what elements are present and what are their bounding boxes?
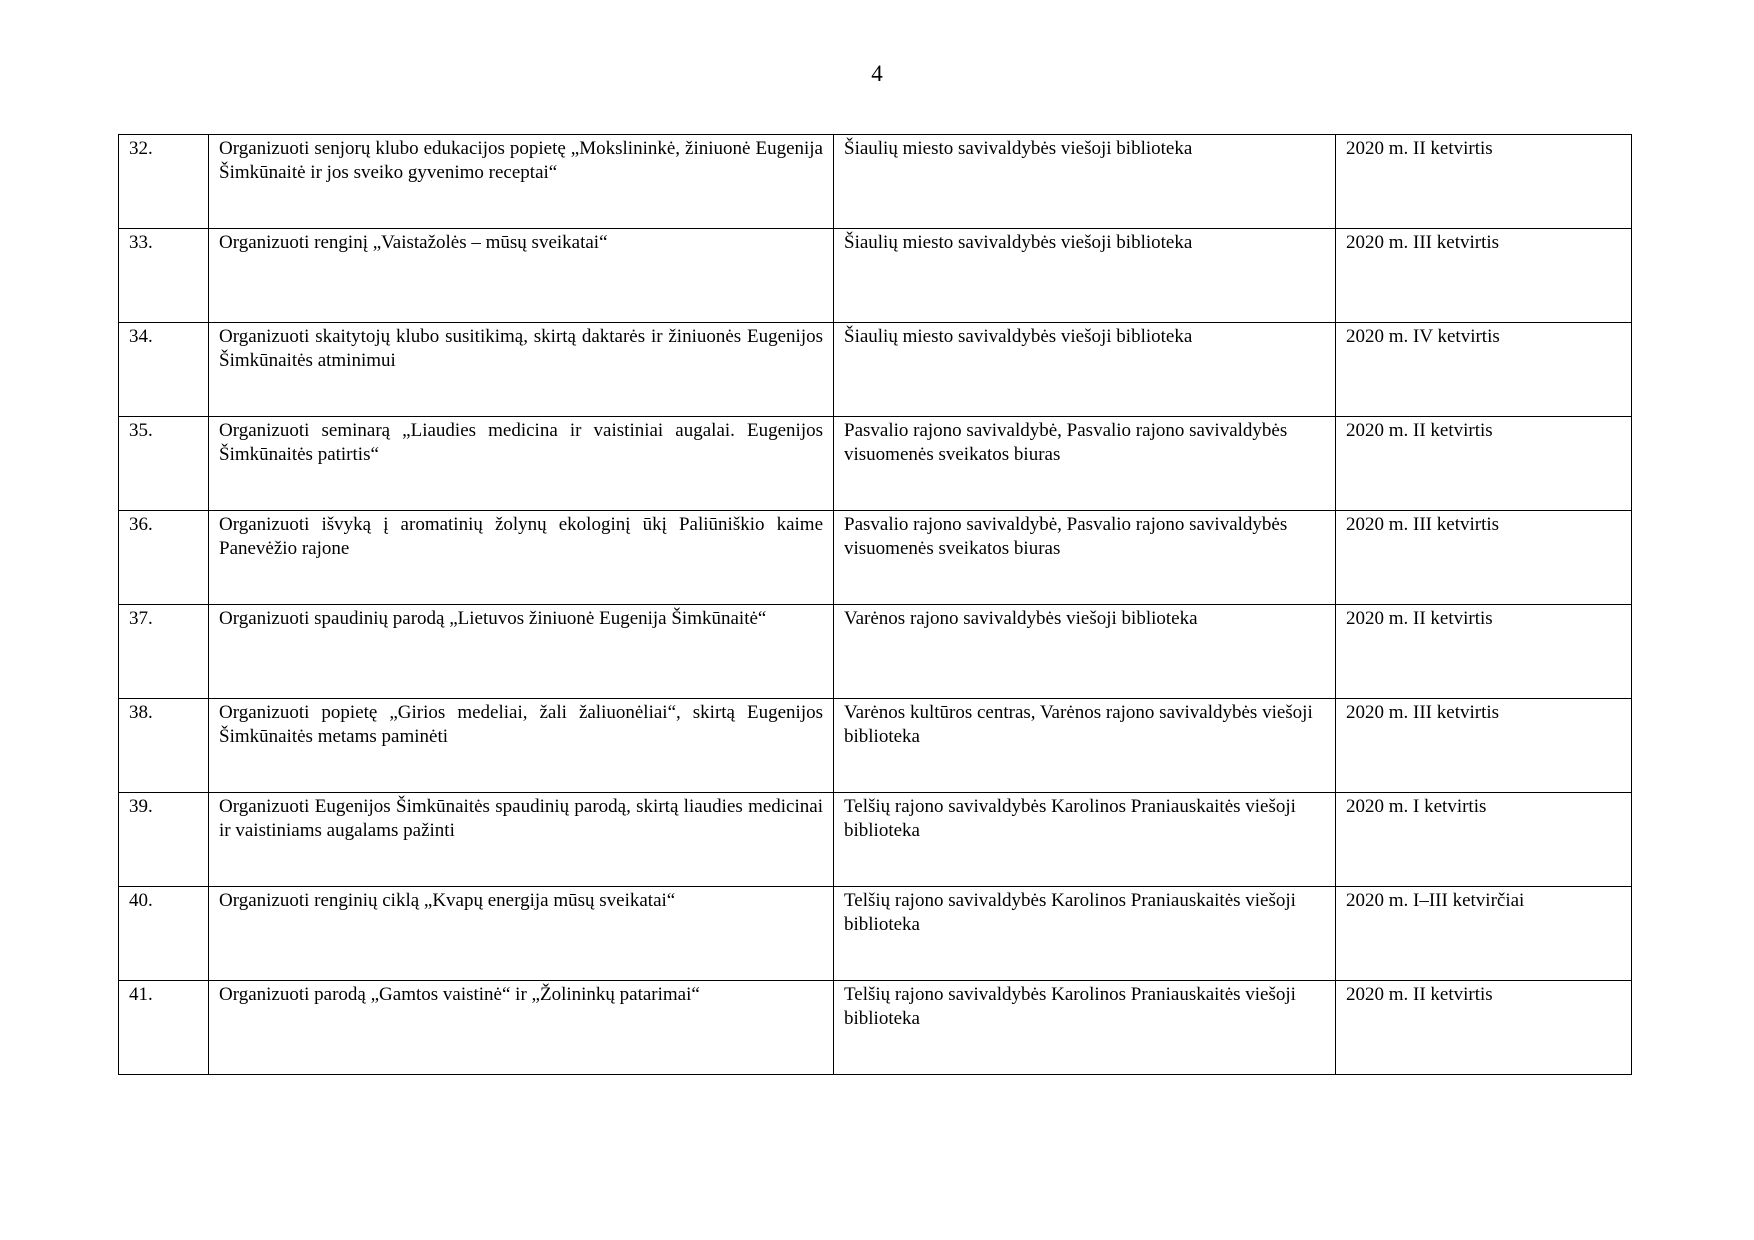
row-number-cell: 32.: [119, 135, 209, 229]
action-cell: Organizuoti skaitytojų klubo susitikimą, skirtą daktarės ir žiniuonės Eugenijos Šimkūnaitės atminimui: [209, 323, 834, 417]
row-number-cell: 35.: [119, 417, 209, 511]
action-cell: Organizuoti parodą „Gamtos vaistinė“ ir „Žolininkų patarimai“: [209, 981, 834, 1075]
organizer-cell: Šiaulių miesto savivaldybės viešoji biblioteka: [834, 135, 1336, 229]
action-cell: Organizuoti popietę „Girios medeliai, žali žaliuonėliai“, skirtą Eugenijos Šimkūnaitės metams paminėti: [209, 699, 834, 793]
measures-table: [118, 134, 1632, 1075]
organizer-cell: Varėnos kultūros centras, Varėnos rajono savivaldybės viešoji biblioteka: [834, 699, 1336, 793]
term-cell: 2020 m. II ketvirtis: [1336, 135, 1632, 229]
table-row: [119, 323, 1632, 417]
organizer-cell: Telšių rajono savivaldybės Karolinos Praniauskaitės viešoji biblioteka: [834, 793, 1336, 887]
row-number-cell: 34.: [119, 323, 209, 417]
organizer-cell: Pasvalio rajono savivaldybė, Pasvalio rajono savivaldybės visuomenės sveikatos biuras: [834, 417, 1336, 511]
term-cell: 2020 m. I ketvirtis: [1336, 793, 1632, 887]
organizer-cell: Pasvalio rajono savivaldybė, Pasvalio rajono savivaldybės visuomenės sveikatos biuras: [834, 511, 1336, 605]
term-cell: 2020 m. II ketvirtis: [1336, 417, 1632, 511]
action-cell: Organizuoti spaudinių parodą „Lietuvos žiniuonė Eugenija Šimkūnaitė“: [209, 605, 834, 699]
organizer-cell: Šiaulių miesto savivaldybės viešoji biblioteka: [834, 229, 1336, 323]
term-cell: 2020 m. III ketvirtis: [1336, 511, 1632, 605]
term-cell: 2020 m. II ketvirtis: [1336, 981, 1632, 1075]
table-row: [119, 793, 1632, 887]
action-cell: Organizuoti seminarą „Liaudies medicina ir vaistiniai augalai. Eugenijos Šimkūnaitės patirtis“: [209, 417, 834, 511]
table-row: [119, 135, 1632, 229]
term-cell: 2020 m. II ketvirtis: [1336, 605, 1632, 699]
table-row: [119, 229, 1632, 323]
page-number: 4: [871, 61, 883, 86]
term-cell: 2020 m. I–III ketvirčiai: [1336, 887, 1632, 981]
row-number-cell: 39.: [119, 793, 209, 887]
action-cell: Organizuoti senjorų klubo edukacijos popietę „Mokslininkė, žiniuonė Eugenija Šimkūnaitė ir jos sveiko gyvenimo receptai“: [209, 135, 834, 229]
table-row: [119, 887, 1632, 981]
row-number-cell: 40.: [119, 887, 209, 981]
organizer-cell: Telšių rajono savivaldybės Karolinos Praniauskaitės viešoji biblioteka: [834, 887, 1336, 981]
action-cell: Organizuoti renginių ciklą „Kvapų energija mūsų sveikatai“: [209, 887, 834, 981]
table-row: [119, 417, 1632, 511]
table-row: [119, 511, 1632, 605]
action-cell: Organizuoti išvyką į aromatinių žolynų ekologinį ūkį Paliūniškio kaime Panevėžio rajone: [209, 511, 834, 605]
organizer-cell: Šiaulių miesto savivaldybės viešoji biblioteka: [834, 323, 1336, 417]
term-cell: 2020 m. III ketvirtis: [1336, 699, 1632, 793]
organizer-cell: Varėnos rajono savivaldybės viešoji biblioteka: [834, 605, 1336, 699]
table-row: [119, 981, 1632, 1075]
row-number-cell: 41.: [119, 981, 209, 1075]
row-number-cell: 38.: [119, 699, 209, 793]
term-cell: 2020 m. III ketvirtis: [1336, 229, 1632, 323]
action-cell: Organizuoti renginį „Vaistažolės – mūsų sveikatai“: [209, 229, 834, 323]
action-cell: Organizuoti Eugenijos Šimkūnaitės spaudinių parodą, skirtą liaudies medicinai ir vaistiniams augalams pažinti: [209, 793, 834, 887]
row-number-cell: 36.: [119, 511, 209, 605]
row-number-cell: 37.: [119, 605, 209, 699]
row-number-cell: 33.: [119, 229, 209, 323]
measures-table-body: [119, 135, 1632, 1075]
table-row: [119, 699, 1632, 793]
term-cell: 2020 m. IV ketvirtis: [1336, 323, 1632, 417]
organizer-cell: Telšių rajono savivaldybės Karolinos Praniauskaitės viešoji biblioteka: [834, 981, 1336, 1075]
table-row: [119, 605, 1632, 699]
